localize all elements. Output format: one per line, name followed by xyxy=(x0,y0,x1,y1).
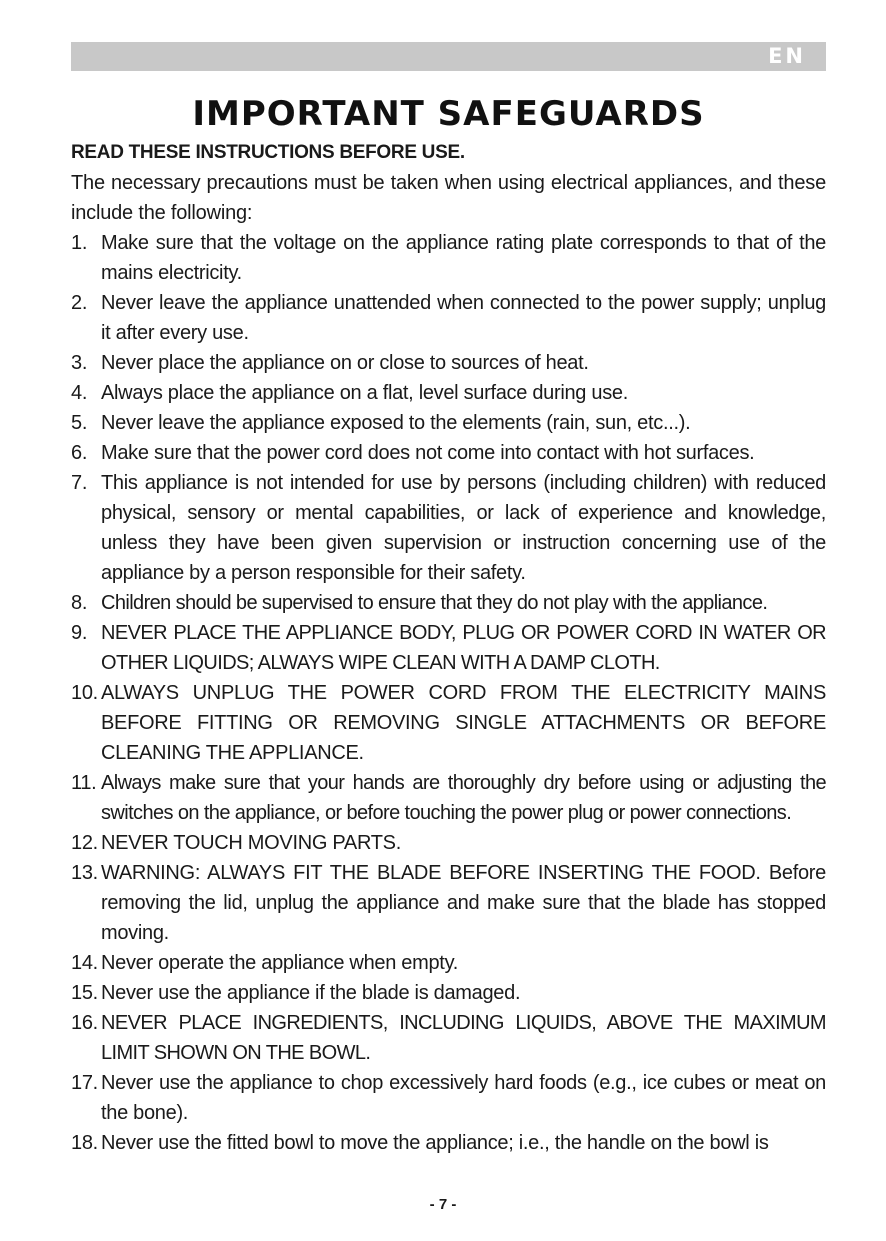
item-text: Never use the appliance to chop excessively hard foods (e.g., ice cubes or meat on the bone). xyxy=(101,1072,826,1124)
list-item xyxy=(71,618,826,678)
item-number: 7. xyxy=(71,472,88,494)
list-item xyxy=(71,978,826,1008)
item-text: NEVER TOUCH MOVING PARTS. xyxy=(101,832,401,854)
list-item xyxy=(71,378,826,408)
item-text: NEVER PLACE THE APPLIANCE BODY, PLUG OR POWER CORD IN WATER OR OTHER LIQUIDS; ALWAYS WIPE CLEAN WITH A DAMP CLOTH. xyxy=(101,622,826,674)
item-text: Never use the fitted bowl to move the appliance; i.e., the handle on the bowl is xyxy=(101,1132,769,1154)
item-number: 3. xyxy=(71,352,88,374)
list-item xyxy=(71,348,826,378)
list-item xyxy=(71,288,826,348)
list-item xyxy=(71,1008,826,1068)
list-item xyxy=(71,828,826,858)
list-item xyxy=(71,1128,826,1158)
item-number: 14. xyxy=(71,952,98,974)
item-number: 5. xyxy=(71,412,88,434)
list-item xyxy=(71,228,826,288)
item-number: 10. xyxy=(71,682,98,704)
list-item xyxy=(71,858,826,948)
item-number: 17. xyxy=(71,1072,98,1094)
intro-paragraph: The necessary precautions must be taken when using electrical appliances, and these include the following: xyxy=(71,172,826,224)
page-number: - 7 - xyxy=(429,1196,457,1213)
list-item xyxy=(71,948,826,978)
header-bar xyxy=(71,42,826,71)
list-item xyxy=(71,468,826,588)
list-item xyxy=(71,1068,826,1128)
item-number: 11. xyxy=(71,772,97,794)
list-item xyxy=(71,768,826,828)
list-item xyxy=(71,678,826,768)
item-number: 15. xyxy=(71,982,98,1004)
item-number: 2. xyxy=(71,292,88,314)
item-text: Make sure that the voltage on the appliance rating plate corresponds to that of the mains electricity. xyxy=(101,232,826,284)
document-body xyxy=(71,138,826,1158)
item-text: Never leave the appliance exposed to the elements (rain, sun, etc...). xyxy=(101,412,691,434)
item-text: Children should be supervised to ensure that they do not play with the appliance. xyxy=(101,592,768,614)
item-text: Never leave the appliance unattended when connected to the power supply; unplug it after every use. xyxy=(101,292,826,344)
item-text: Always place the appliance on a flat, level surface during use. xyxy=(101,382,628,404)
list-item xyxy=(71,438,826,468)
item-text: This appliance is not intended for use by persons (including children) with reduced physical, sensory or mental capabilities, or lack of experience and knowledge, unless they have been given supervision or instruction concerning use of the appliance by a person responsible for their safety. xyxy=(101,472,826,584)
page-title: IMPORTANT SAFEGUARDS xyxy=(192,94,705,134)
item-text: WARNING: ALWAYS FIT THE BLADE BEFORE INSERTING THE FOOD. Before removing the lid, unplug the appliance and make sure that the blade has stopped moving. xyxy=(101,862,826,944)
item-number: 8. xyxy=(71,592,88,614)
subtitle: READ THESE INSTRUCTIONS BEFORE USE. xyxy=(71,142,465,163)
item-text: Make sure that the power cord does not come into contact with hot surfaces. xyxy=(101,442,755,464)
item-number: 18. xyxy=(71,1132,98,1154)
safeguards-list xyxy=(71,228,826,1158)
item-text: NEVER PLACE INGREDIENTS, INCLUDING LIQUIDS, ABOVE THE MAXIMUM LIMIT SHOWN ON THE BOWL. xyxy=(101,1012,826,1064)
language-label: EN xyxy=(768,44,806,68)
item-text: Always make sure that your hands are thoroughly dry before using or adjusting the switches on the appliance, or before touching the power plug or power connections. xyxy=(101,772,826,824)
list-item xyxy=(71,588,826,618)
item-number: 9. xyxy=(71,622,88,644)
item-number: 16. xyxy=(71,1012,98,1034)
item-text: ALWAYS UNPLUG THE POWER CORD FROM THE ELECTRICITY MAINS BEFORE FITTING OR REMOVING SINGLE ATTACHMENTS OR BEFORE CLEANING THE APPLIANCE. xyxy=(101,682,826,764)
item-text: Never operate the appliance when empty. xyxy=(101,952,459,974)
item-number: 13. xyxy=(71,862,98,884)
item-text: Never place the appliance on or close to sources of heat. xyxy=(101,352,589,374)
item-number: 12. xyxy=(71,832,98,854)
list-item xyxy=(71,408,826,438)
item-text: Never use the appliance if the blade is damaged. xyxy=(101,982,521,1004)
item-number: 4. xyxy=(71,382,88,404)
item-number: 1. xyxy=(71,232,88,254)
item-number: 6. xyxy=(71,442,88,464)
